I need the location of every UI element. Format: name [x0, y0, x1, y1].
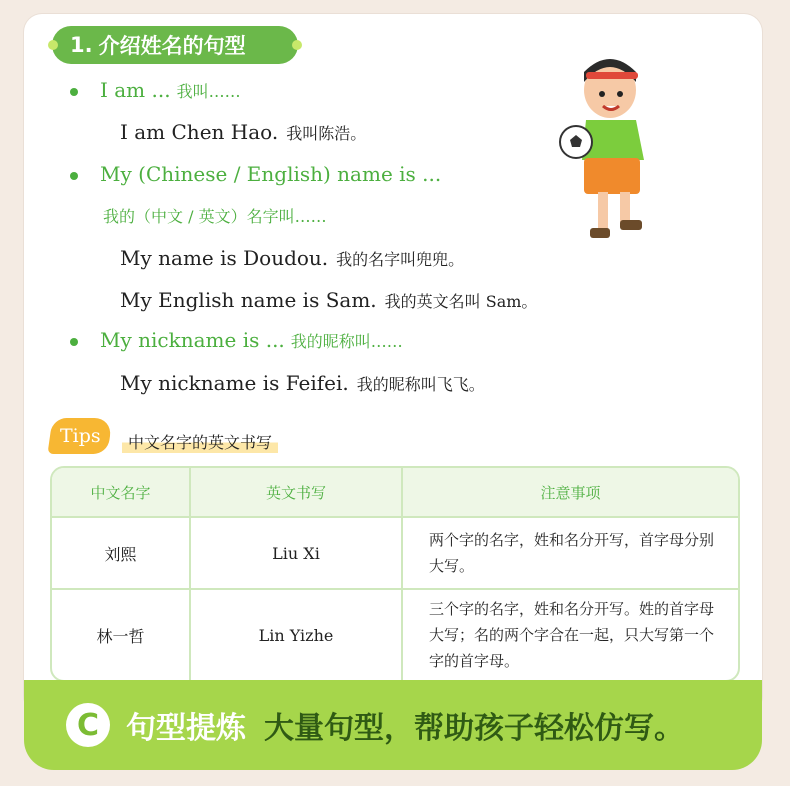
- bottom-banner: [24, 680, 762, 770]
- boy-shorts: [584, 158, 640, 194]
- table-row: [52, 589, 738, 680]
- section-number: 1.: [70, 33, 93, 57]
- example-en: My English name is Sam.: [120, 288, 377, 312]
- bullet-dot: [70, 338, 78, 346]
- heading-dot-right: [292, 40, 302, 50]
- boy-shoe: [590, 228, 610, 238]
- example-cn: 我的名字叫兜兜。: [336, 250, 465, 269]
- column-header: 注意事项: [402, 468, 738, 517]
- pattern-cn: 我叫……: [176, 82, 241, 101]
- example-sentence: [120, 288, 537, 312]
- tips-title: 中文名字的英文书写: [122, 430, 278, 453]
- pattern-1: [100, 78, 241, 102]
- cn-name-cell: 刘熙: [52, 517, 190, 589]
- pattern-3: [100, 328, 403, 352]
- column-header: 英文书写: [190, 468, 402, 517]
- example-en: I am Chen Hao.: [120, 120, 279, 144]
- example-en: My nickname is Feifei.: [120, 371, 349, 395]
- heading-dot-left: [48, 40, 58, 50]
- example-sentence: [120, 246, 464, 270]
- headband: [586, 72, 638, 79]
- pattern-2: [100, 162, 441, 186]
- bullet-dot: [70, 88, 78, 96]
- example-en: My name is Doudou.: [120, 246, 329, 270]
- example-cn: 我叫陈浩。: [286, 124, 367, 143]
- boy-shoe: [620, 220, 642, 230]
- example-cn: 我的昵称叫飞飞。: [356, 375, 485, 394]
- example-sentence: [120, 120, 366, 144]
- section-heading: [52, 26, 298, 64]
- banner-label: 句型提炼: [126, 711, 246, 746]
- cn-name-cell: 林一哲: [52, 589, 190, 680]
- pattern-cn-line: 我的（中文 / 英文）名字叫……: [103, 207, 327, 226]
- pattern-en: I am ...: [100, 78, 171, 102]
- example-cn: 我的英文名叫 Sam。: [384, 292, 538, 311]
- bullet-dot: [70, 172, 78, 180]
- section-title: 介绍姓名的句型: [98, 34, 246, 58]
- en-name-cell: Liu Xi: [190, 517, 402, 589]
- en-name-cell: Lin Yizhe: [190, 589, 402, 680]
- table-header-row: [52, 468, 738, 517]
- boy-soccer-illustration: [540, 50, 670, 250]
- note-cell: 三个字的名字，姓和名分开写。姓的首字母大写；名的两个字合在一起，只大写第一个字的首字母。: [402, 589, 738, 680]
- example-sentence: [120, 371, 485, 395]
- tips-badge: Tips: [47, 418, 112, 454]
- note-cell: 两个字的名字，姓和名分开写，首字母分别大写。: [402, 517, 738, 589]
- table-row: [52, 517, 738, 589]
- column-header: 中文名字: [52, 468, 190, 517]
- pattern-en: My (Chinese / English) name is ...: [100, 162, 442, 186]
- name-table: [50, 466, 740, 682]
- pattern-en: My nickname is ...: [100, 328, 285, 352]
- pattern-cn: 我的昵称叫……: [290, 332, 403, 351]
- banner-text: 大量句型，帮助孩子轻松仿写。: [264, 711, 684, 746]
- banner-badge: C: [66, 703, 110, 747]
